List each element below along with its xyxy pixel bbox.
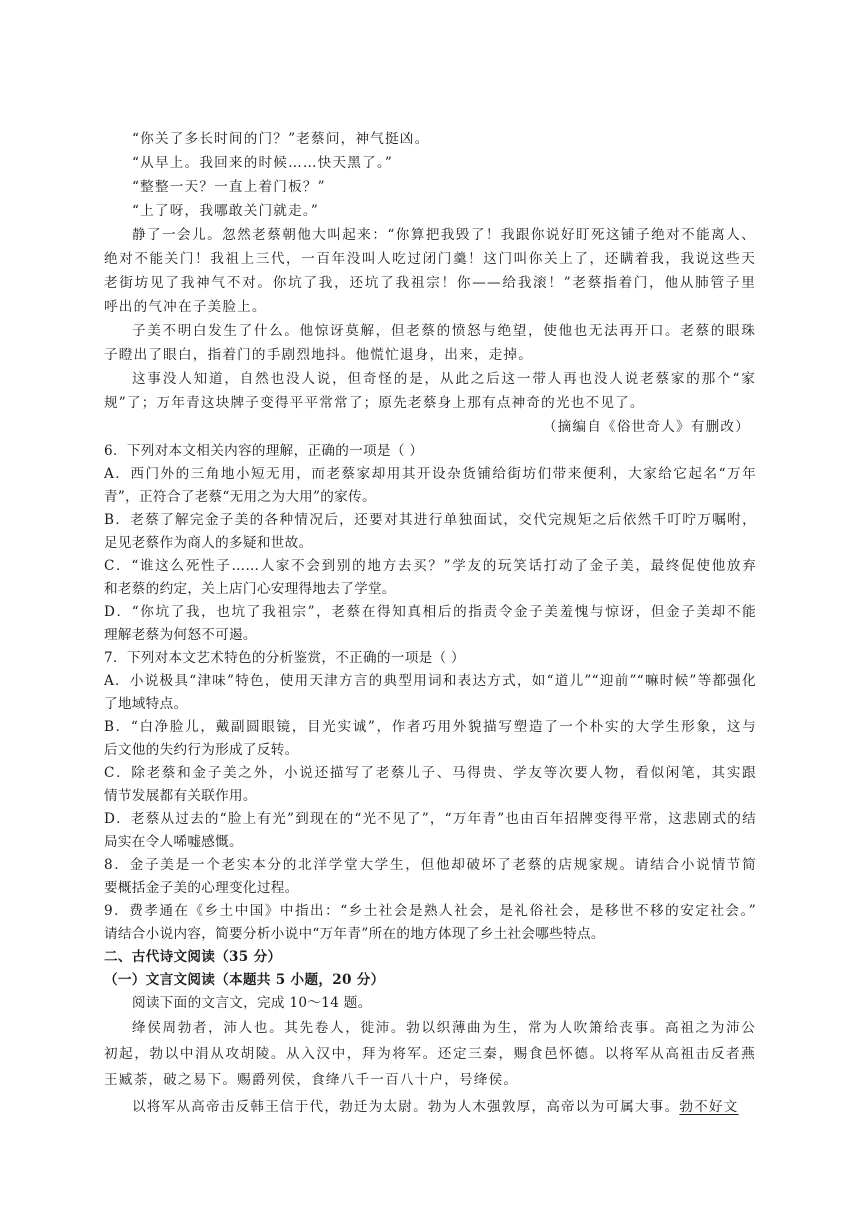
question-7-option-b: 后文他的失约行为形成了反转。 [104,742,299,758]
question-6-option-d: D．“你坑了我，也坑了我祖宗”，老蔡在得知真相后的指责令金子美羞愧与惊讶，但金子美却不能 [104,604,756,620]
question-6-option-c: C．“谁这么死性子……人家不会到别的地方去买？”学友的玩笑话打动了金子美，最终促使他放弃 [104,558,756,574]
question-6-stem: 6．下列对本文相关内容的理解，正确的一项是（ ） [104,443,424,459]
question-6-option-b: B．老蔡了解完金子美的各种情况后，还要对其进行单独面试，交代完规矩之后依然千叮咛万嘱咐， [104,512,756,528]
story-paragraph-line: 静了一会儿。忽然老蔡朝他大叫起来：“你算把我毁了！我跟你说好盯死这铺子绝对不能离人、 [132,227,756,243]
question-6-option-c: 和老蔡的约定，关上店门心安理得地去了学堂。 [104,581,396,597]
subsection-title: （一）文言文阅读（本题共 5 小题，20 分） [104,972,385,988]
source-note: （摘编自《俗世奇人》有删改） [542,419,750,435]
story-paragraph-line: 子美不明白发生了什么。他惊讶莫解，但老蔡的愤怒与绝望，使他也无法再开口。老蔡的眼珠 [132,323,756,339]
question-8: 8．金子美是一个老实本分的北洋学堂大学生，但他却破坏了老蔡的店规家规。请结合小说情节简 [104,857,756,873]
story-paragraph-line: 绝对不能关门！我祖上三代，一百年没叫人吃过闭门羹！这门叫你关上了，还瞒着我，我说这些天 [104,251,756,267]
story-paragraph-line: 这事没人知道，自然也没人说，但奇怪的是，从此之后这一带人再也没人说老蔡家的那个“家 [132,371,756,387]
story-paragraph-line: 子瞪出了眼白，指着门的手剧烈地抖。他慌忙退身，出来，走掉。 [104,347,534,363]
underlined-sentence: 勃不好文 [679,1099,739,1115]
classical-text-line: 初起，勃以中涓从攻胡陵。从入汉中，拜为将军。还定三秦，赐食邑怀德。以将军从高祖击反者燕 [104,1046,756,1062]
question-7-option-a: 了地域特点。 [104,696,188,712]
classical-text-main: 以将军从高帝击反韩王信于代，勃迁为太尉。勃为人木强敦厚，高帝以为可属大事。 [132,1099,680,1115]
question-7-stem: 7．下列对本文艺术特色的分析鉴赏，不正确的一项是（ ） [104,650,465,666]
dialogue-line: “从早上。我回来的时候……快天黑了。” [132,155,393,171]
question-6-option-a: 青”，正符合了老蔡“无用之为大用”的家传。 [104,489,376,505]
story-paragraph-line: 老街坊见了我神气不对。你坑了我，还坑了我祖宗！你——给我滚！”老蔡指着门，他从肺管子里 [104,275,756,291]
question-7-option-c: 情节发展都有关联作用。 [104,788,257,804]
question-7-option-b: B．“白净脸儿，戴副圆眼镜，目光实诚”，作者巧用外貌描写塑造了一个朴实的大学生形象，这与 [104,719,756,735]
classical-text-line: 绛侯周勃者，沛人也。其先卷人，徙沛。勃以织薄曲为生，常为人吹箫给丧事。高祖之为沛公 [132,1020,756,1036]
section-title: 二、古代诗文阅读（35 分） [104,949,282,965]
classical-text-line: 王臧荼，破之易下。赐爵列侯，食绛八千一百八十户，号绛侯。 [104,1072,519,1088]
question-6-option-d: 理解老蔡为何怒不可遏。 [104,627,257,643]
question-6-option-a: A．西门外的三角地小短无用，而老蔡家却用其开设杂货铺给街坊们带来便利，大家给它起名“万年 [104,466,756,482]
dialogue-line: “你关了多长时间的门？”老蔡问，神气挺凶。 [132,131,430,147]
story-paragraph-line: 呼出的气冲在子美脸上。 [104,299,267,315]
question-7-option-a: A．小说极具“津味”特色，使用天津方言的典型用词和表达方式，如“道儿”“迎前”“嘛时候”等都强化 [104,673,756,689]
question-7-option-c: C．除老蔡和金子美之外，小说还描写了老蔡儿子、马得贵、学友等次要人物，看似闲笔，其实跟 [104,765,756,781]
instruction: 阅读下面的文言文，完成 10～14 题。 [132,995,372,1011]
classical-text-line [104,1096,756,1118]
question-7-option-d: D．老蔡从过去的“脸上有光”到现在的“光不见了”，“万年青”也由百年招牌变得平常，这悲剧式的结 [104,811,756,827]
dialogue-line: “整整一天？一直上着门板？” [132,179,326,195]
question-7-option-d: 局实在令人唏嘘感慨。 [104,834,243,850]
dialogue-line: “上了呀，我哪敢关门就走。” [132,203,320,219]
question-6-option-b: 足见老蔡作为商人的多疑和世故。 [104,535,313,551]
story-paragraph-line: 规”了；万年青这块牌子变得平平常常了；原先老蔡身上那有点神奇的光也不见了。 [104,395,645,411]
question-9: 请结合小说内容，简要分析小说中“万年青”所在的地方体现了乡土社会哪些特点。 [104,926,605,942]
question-9: 9．费孝通在《乡土中国》中指出：“乡土社会是熟人社会，是礼俗社会，是移世不移的安定社会。” [104,903,756,919]
question-8: 要概括金子美的心理变化过程。 [104,880,299,896]
